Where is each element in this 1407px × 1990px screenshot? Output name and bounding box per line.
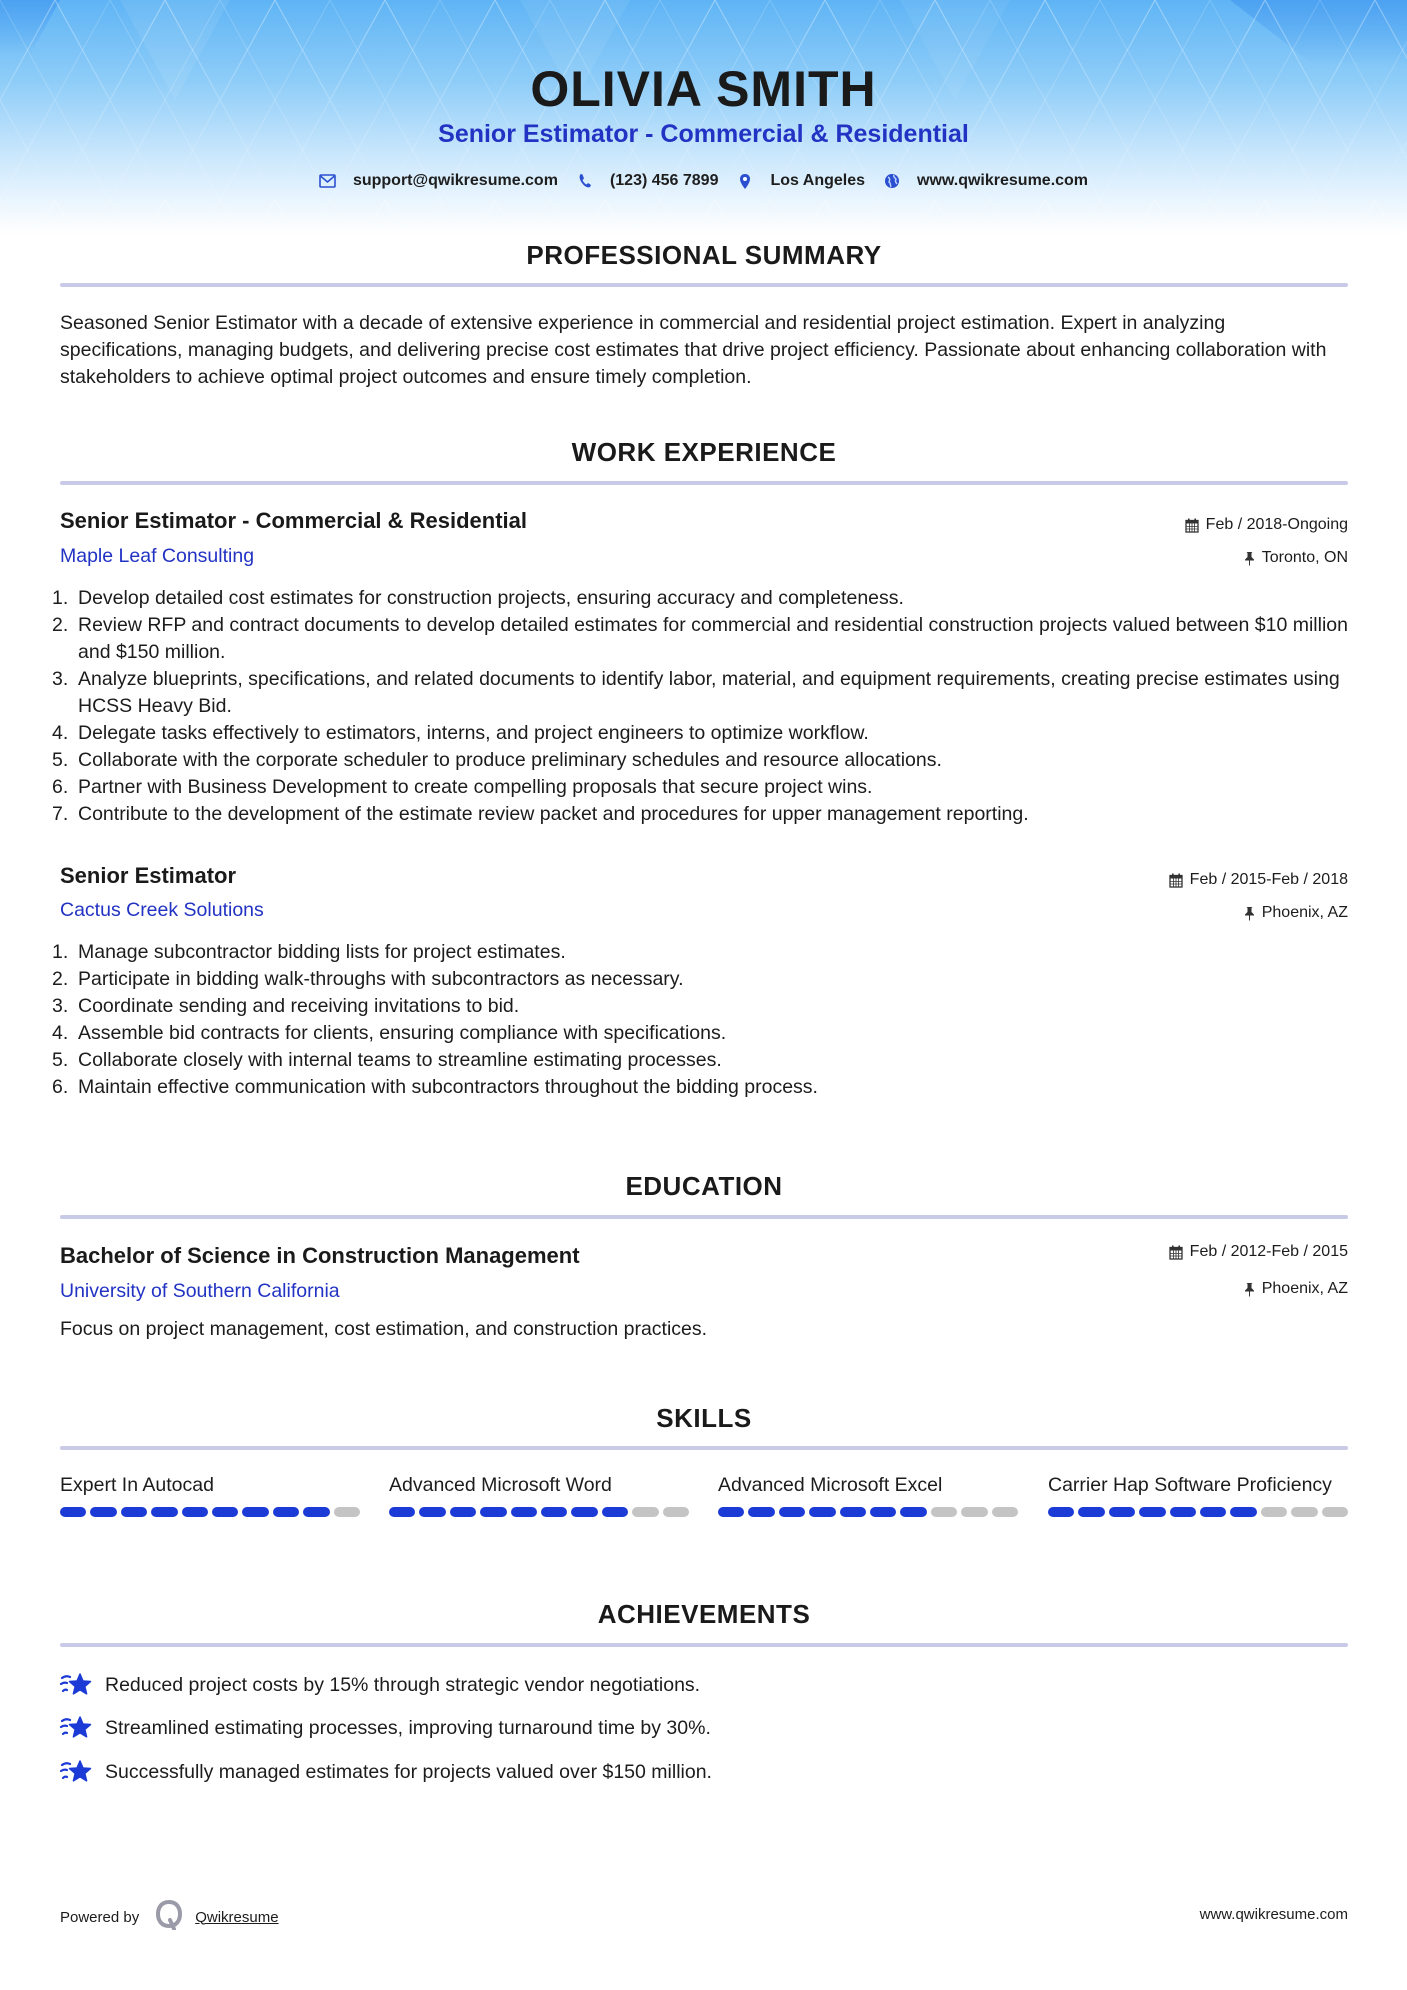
job-location — [1244, 904, 1348, 922]
footer-powered-by — [60, 1900, 279, 1934]
skill-dot-empty — [334, 1507, 360, 1517]
pushpin-icon — [1244, 906, 1255, 921]
job-dates — [1185, 516, 1348, 534]
pushpin-icon — [1244, 1282, 1255, 1297]
skill-dot-filled — [450, 1507, 476, 1517]
education-location — [1244, 1280, 1348, 1298]
achievement-item — [60, 1715, 711, 1741]
skill-dot-filled — [60, 1507, 86, 1517]
list-item: 6. Maintain effective communication with subcontractors throughout the bidding process. — [52, 1076, 818, 1098]
skill-dot-filled — [602, 1507, 628, 1517]
list-item: 1. Manage subcontractor bidding lists for project estimates. — [52, 941, 566, 963]
job-location-text: Toronto, ON — [1261, 549, 1348, 566]
job-dates-text: Feb / 2018-Ongoing — [1205, 516, 1348, 533]
qwikresume-logo-icon — [155, 1900, 183, 1934]
list-item: 2. Review RFP and contract documents to develop detailed estimates for commercial and residential construction projects valued between $10 million and $150 million. — [52, 614, 1348, 663]
shooting-star-icon — [60, 1715, 92, 1741]
list-item: 5. Collaborate with the corporate scheduler to produce preliminary schedules and resource allocations. — [52, 749, 942, 771]
skill-dot-filled — [571, 1507, 597, 1517]
qwikresume-link[interactable]: Qwikresume — [195, 1908, 279, 1926]
contact-email[interactable] — [319, 172, 558, 190]
list-item: 2. Participate in bidding walk-throughs with subcontractors as necessary. — [52, 968, 684, 990]
pushpin-icon — [1244, 551, 1255, 566]
skill-dot-empty — [992, 1507, 1018, 1517]
phone-icon — [576, 172, 594, 190]
skill-label: Expert In Autocad — [60, 1474, 214, 1496]
achievement-item — [60, 1759, 712, 1785]
shooting-star-icon — [60, 1672, 92, 1698]
job-responsibilities — [52, 585, 1352, 828]
skill-dot-empty — [632, 1507, 658, 1517]
skill-dot-filled — [511, 1507, 537, 1517]
skill-dot-filled — [1078, 1507, 1104, 1517]
globe-icon — [883, 172, 901, 190]
skill-dot-filled — [1200, 1507, 1226, 1517]
section-divider — [60, 1446, 1348, 1450]
skill-item — [718, 1472, 1018, 1517]
skill-rating-bar — [718, 1507, 1018, 1517]
skill-rating-bar — [389, 1507, 689, 1517]
contact-phone-text: (123) 456 7899 — [609, 172, 719, 189]
skill-dot-empty — [1261, 1507, 1287, 1517]
section-heading-education: EDUCATION — [625, 1171, 783, 1201]
skill-dot-filled — [748, 1507, 774, 1517]
resume-header — [0, 0, 1407, 235]
job-dates-text: Feb / 2015-Feb / 2018 — [1189, 871, 1348, 888]
section-divider — [60, 481, 1348, 485]
skill-dot-filled — [1139, 1507, 1165, 1517]
shooting-star-icon — [60, 1759, 92, 1785]
map-pin-icon — [736, 172, 754, 190]
job-company: Maple Leaf Consulting — [60, 545, 255, 567]
list-item: 6. Partner with Business Development to create compelling proposals that secure project wins. — [52, 776, 873, 798]
skill-dot-filled — [840, 1507, 866, 1517]
skill-item — [60, 1472, 360, 1517]
education-dates — [1169, 1243, 1348, 1261]
job-company: Cactus Creek Solutions — [60, 899, 264, 921]
section-divider — [60, 1215, 1348, 1219]
calendar-icon — [1185, 518, 1199, 533]
skill-dot-empty — [1291, 1507, 1317, 1517]
contact-website-text: www.qwikresume.com — [917, 172, 1089, 189]
job-responsibilities — [52, 939, 1352, 1101]
contact-bar — [0, 172, 1407, 190]
section-heading-skills: SKILLS — [656, 1403, 752, 1433]
skill-rating-bar — [60, 1507, 360, 1517]
list-item: 3. Analyze blueprints, specifications, and related documents to identify labor, material, and equipment requirements, creating precise estimates using HCSS Heavy Bid. — [52, 668, 1340, 717]
skill-dot-empty — [663, 1507, 689, 1517]
skill-dot-filled — [1109, 1507, 1135, 1517]
calendar-icon — [1169, 1245, 1183, 1260]
education-location-text: Phoenix, AZ — [1261, 1280, 1348, 1297]
skill-item — [389, 1472, 689, 1517]
list-item: 7. Contribute to the development of the estimate review packet and procedures for upper management reporting. — [52, 803, 1029, 825]
section-heading-summary: PROFESSIONAL SUMMARY — [526, 240, 882, 270]
footer-website[interactable]: www.qwikresume.com — [1199, 1906, 1348, 1923]
skill-dot-filled — [809, 1507, 835, 1517]
skill-rating-bar — [1048, 1507, 1348, 1517]
job-title: Senior Estimator - Commercial & Residential — [60, 508, 528, 533]
skill-dot-filled — [273, 1507, 299, 1517]
education-dates-text: Feb / 2012-Feb / 2015 — [1189, 1243, 1348, 1260]
skill-dot-filled — [541, 1507, 567, 1517]
contact-location — [736, 172, 865, 190]
candidate-name: OLIVIA SMITH — [530, 61, 877, 117]
section-divider — [60, 283, 1348, 287]
skill-dot-filled — [480, 1507, 506, 1517]
skill-dot-filled — [900, 1507, 926, 1517]
contact-website[interactable] — [883, 172, 1088, 190]
job-dates — [1169, 871, 1348, 889]
achievement-text: Streamlined estimating processes, improving turnaround time by 30%. — [105, 1716, 711, 1739]
skill-dot-filled — [1170, 1507, 1196, 1517]
job-title: Senior Estimator — [60, 863, 237, 888]
skill-dot-filled — [419, 1507, 445, 1517]
skill-dot-filled — [90, 1507, 116, 1517]
summary-text: Seasoned Senior Estimator with a decade of extensive experience in commercial and residential project estimation. Expert in analyzing specifications, managing budgets, and delivering precise cost estimates that drive project efficiency. Passionate about enhancing collaboration with stakeholders to achieve optimal project outcomes and ensure timely completion. — [60, 312, 1327, 388]
envelope-icon — [319, 172, 337, 190]
section-heading-experience: WORK EXPERIENCE — [571, 437, 837, 467]
skill-label: Carrier Hap Software Proficiency — [1048, 1474, 1332, 1496]
list-item: 4. Delegate tasks effectively to estimators, interns, and project engineers to optimize workflow. — [52, 722, 869, 744]
skill-dot-filled — [1048, 1507, 1074, 1517]
skill-dot-filled — [718, 1507, 744, 1517]
skill-dot-filled — [870, 1507, 896, 1517]
skill-dot-filled — [212, 1507, 238, 1517]
job-location-text: Phoenix, AZ — [1261, 904, 1348, 921]
skill-dot-filled — [779, 1507, 805, 1517]
skill-dot-filled — [151, 1507, 177, 1517]
skill-dot-filled — [182, 1507, 208, 1517]
skill-label: Advanced Microsoft Word — [389, 1474, 612, 1496]
list-item: 4. Assemble bid contracts for clients, ensuring compliance with specifications. — [52, 1022, 727, 1044]
section-divider — [60, 1643, 1348, 1647]
skill-dot-filled — [303, 1507, 329, 1517]
achievement-item — [60, 1672, 700, 1698]
job-location — [1244, 549, 1348, 567]
list-item: 3. Coordinate sending and receiving invitations to bid. — [52, 995, 520, 1017]
skill-dot-filled — [121, 1507, 147, 1517]
achievement-text: Successfully managed estimates for projects valued over $150 million. — [105, 1760, 712, 1783]
calendar-icon — [1169, 873, 1183, 888]
education-description: Focus on project management, cost estimation, and construction practices. — [60, 1318, 708, 1340]
candidate-title: Senior Estimator - Commercial & Residential — [438, 120, 969, 148]
powered-by-label: Powered by — [60, 1908, 140, 1926]
list-item: 1. Develop detailed cost estimates for construction projects, ensuring accuracy and completeness. — [52, 587, 904, 609]
skill-dot-empty — [931, 1507, 957, 1517]
skill-dot-filled — [389, 1507, 415, 1517]
skill-dot-empty — [1322, 1507, 1348, 1517]
skill-dot-empty — [961, 1507, 987, 1517]
skill-item — [1048, 1472, 1348, 1517]
contact-phone[interactable] — [576, 172, 719, 190]
achievement-text: Reduced project costs by 15% through strategic vendor negotiations. — [105, 1673, 701, 1696]
degree-title: Bachelor of Science in Construction Management — [60, 1243, 580, 1268]
contact-location-text: Los Angeles — [770, 172, 866, 189]
section-heading-achievements: ACHIEVEMENTS — [597, 1599, 811, 1629]
list-item: 5. Collaborate closely with internal teams to streamline estimating processes. — [52, 1049, 722, 1071]
skill-label: Advanced Microsoft Excel — [718, 1474, 943, 1496]
school-name: University of Southern California — [60, 1280, 340, 1302]
skill-dot-filled — [242, 1507, 268, 1517]
skill-dot-filled — [1230, 1507, 1256, 1517]
contact-email-text: support@qwikresume.com — [352, 172, 558, 189]
